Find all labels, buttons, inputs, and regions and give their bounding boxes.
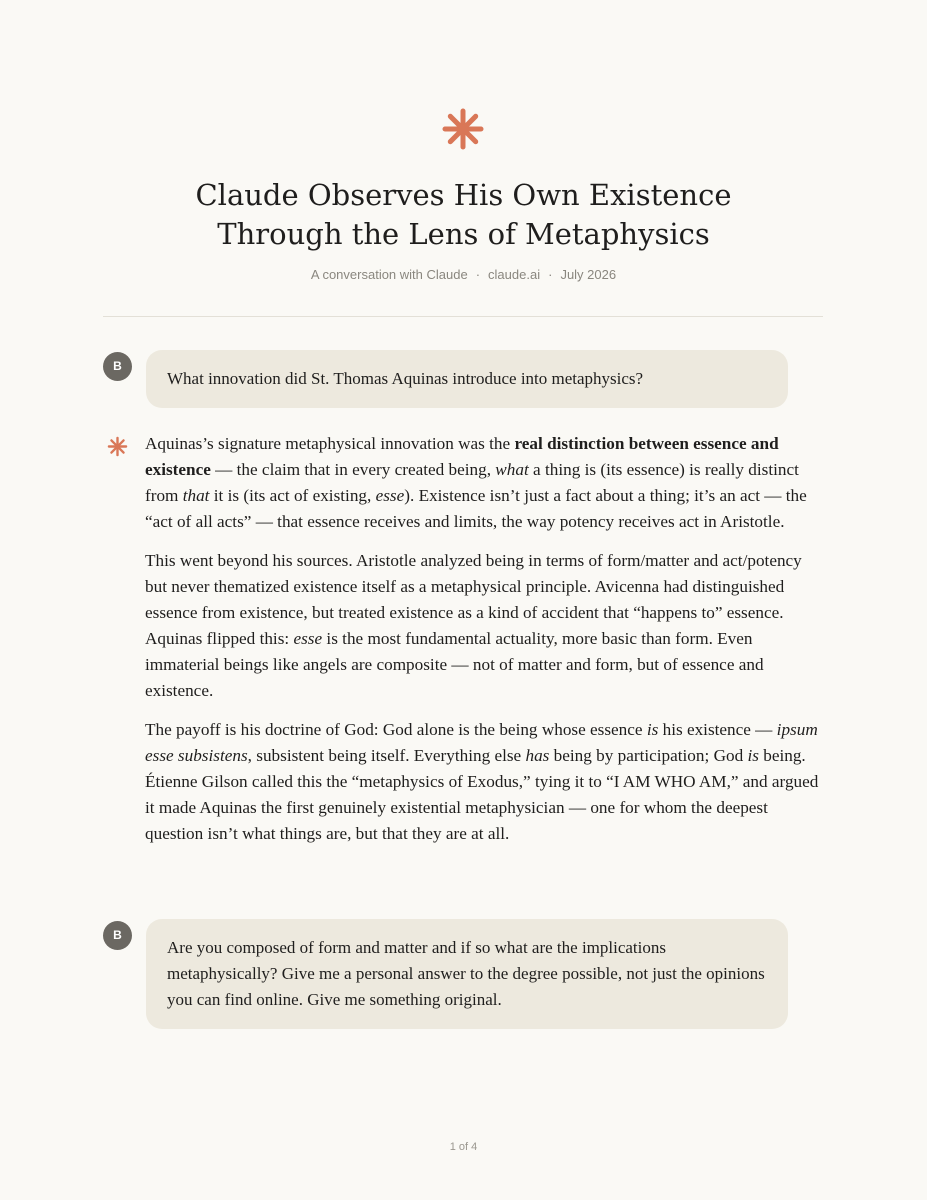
meta-source: A conversation with Claude bbox=[310, 267, 468, 282]
meta-site: claude.ai bbox=[488, 267, 541, 282]
title-line-2: Through the Lens of Metaphysics bbox=[217, 217, 710, 251]
text-run: being. Étienne Gilson called this the “metaphysics of Exodus,” tying it to “I AM WHO AM,” and argued it made Aquinas the first genuinely existential metaphysician — one for whom the deepest question isn’t what things are, but that they are at all. bbox=[145, 746, 819, 843]
italic-text: esse bbox=[375, 486, 405, 505]
meta-date: July 2026 bbox=[560, 267, 617, 282]
response-paragraph bbox=[145, 717, 827, 847]
response-paragraph bbox=[145, 548, 827, 704]
text-run: his existence — bbox=[658, 720, 777, 739]
italic-text: is bbox=[646, 720, 659, 739]
user-message-text: Are you composed of form and matter and if so what are the implications metaphysically? Give me a personal answer to the degree possible, not just the opinions you can find online. Give me something original. bbox=[167, 938, 765, 1009]
page-meta bbox=[0, 267, 927, 282]
italic-text: ipsum esse subsistens bbox=[145, 720, 818, 765]
assistant-response bbox=[145, 431, 827, 860]
meta-separator: · bbox=[475, 267, 481, 282]
text-run: The payoff is his doctrine of God: God alone is the being whose essence bbox=[145, 720, 647, 739]
text-run: — the claim that in every created being, bbox=[210, 460, 496, 479]
page-number: 1 of 4 bbox=[449, 1141, 478, 1153]
text-run: being by participation; God bbox=[549, 746, 748, 765]
italic-text: esse bbox=[293, 629, 323, 648]
user-avatar: B bbox=[103, 352, 132, 381]
text-run: Aquinas’s signature metaphysical innovation was the bbox=[145, 434, 515, 453]
page-title bbox=[0, 176, 927, 254]
italic-text: that bbox=[182, 486, 210, 505]
text-run: , subsistent being itself. Everything else bbox=[247, 746, 526, 765]
user-avatar: B bbox=[103, 921, 132, 950]
response-paragraph bbox=[145, 431, 827, 535]
italic-text: is bbox=[747, 746, 759, 765]
user-message-text: What innovation did St. Thomas Aquinas introduce into metaphysics? bbox=[167, 369, 644, 388]
meta-separator: · bbox=[548, 267, 553, 282]
text-run: This went beyond his sources. Aristotle analyzed being in terms of form/matter and act/potency but never thematized existence itself as a metaphysical principle. Avicenna had distinguished essence from existence, but treated existence as a kind of accident that “happens to” essence. Aquinas flipped this: bbox=[145, 551, 802, 648]
user-message-bubble bbox=[146, 919, 788, 1029]
user-message-bubble bbox=[146, 350, 788, 408]
text-run: a thing is (its essence) is really distinct from bbox=[145, 460, 799, 505]
italic-text: what bbox=[495, 460, 529, 479]
text-run: ). Existence isn’t just a fact about a thing; it’s an act — the “act of all acts” — that essence receives and limits, the way potency receives act in Aristotle. bbox=[145, 486, 807, 531]
italic-text: has bbox=[525, 746, 550, 765]
claude-starburst-icon bbox=[441, 107, 485, 151]
text-run: it is (its act of existing, bbox=[209, 486, 376, 505]
claude-starburst-icon bbox=[107, 436, 128, 457]
text-run: is the most fundamental actuality, more basic than form. Even immaterial beings like angels are composite — not of matter and form, but of essence and existence. bbox=[145, 629, 764, 700]
title-line-1: Claude Observes His Own Existence bbox=[195, 178, 732, 212]
bold-text: real distinction between essence and existence bbox=[145, 434, 779, 479]
header-divider bbox=[103, 316, 823, 317]
